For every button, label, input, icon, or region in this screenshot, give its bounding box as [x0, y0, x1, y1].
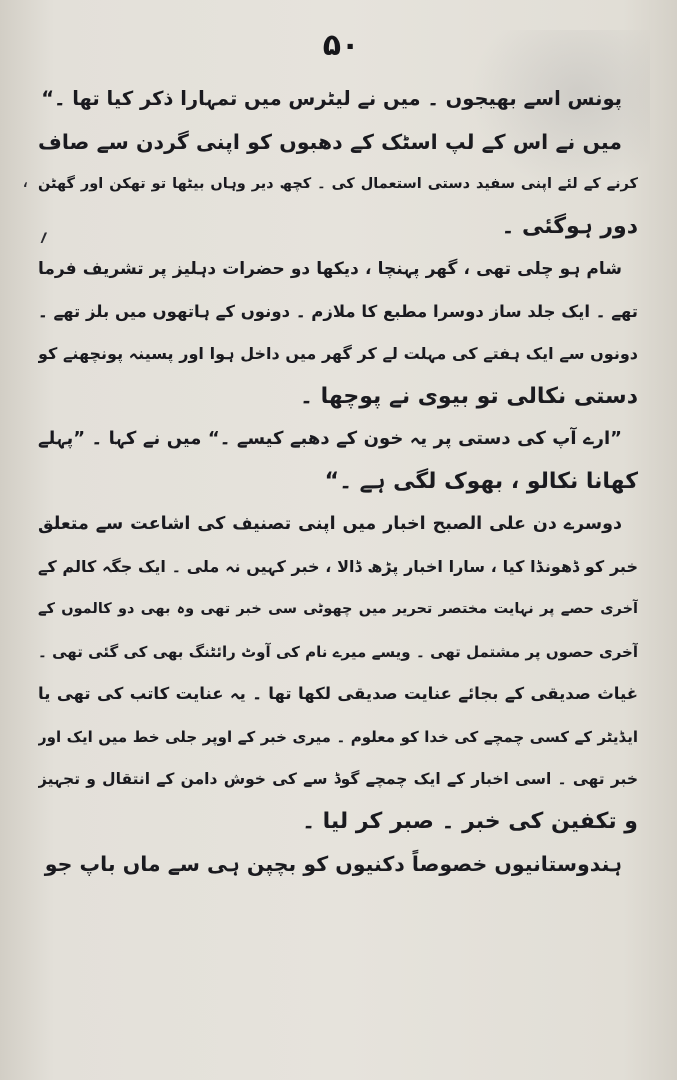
text-line: کھانا نکالو ، بھوک لگی ہے ۔“: [324, 468, 638, 494]
text-line: میں نے اس کے لپ اسٹک کے دھبوں کو اپنی گردن سے صاف: [38, 129, 622, 154]
text-line: پونس اسے بھیجوں ۔ میں نے لیٹرس میں تمہارا ذکر کیا تھا ۔“: [41, 87, 622, 110]
text-line: آخری حصے پر نہایت مختصر تحریر میں چھوٹی سی خبر تھی وہ بھی دو کالموں کے: [38, 601, 638, 617]
page-number: ۵۰: [322, 28, 360, 63]
text-line: کرنے کے لئے اپنی سفید دستی استعمال کی ۔ کچھ دیر وہاں بیٹھا تو تھکن اور گھٹن: [38, 176, 638, 192]
text-line: غیاث صدیقی کے بجائے عنایت صدیقی لکھا تھا ۔ یہ عنایت کاتب کی تھی یا: [38, 684, 638, 703]
text-line: ایڈیٹر کے کسی چمچے کی خدا کو معلوم ۔ میری خبر کے اوپر جلی خط میں ایک اور: [38, 727, 638, 746]
text-line: و تکفین کی خبر ۔ صبر کر لیا ۔: [302, 808, 638, 834]
text-line: شام ہو چلی تھی ، گھر پہنچا ، دیکھا دو حضرات دہلیز پر تشریف فرما: [38, 259, 622, 279]
margin-mark-squiggle: ؍: [38, 224, 50, 248]
margin-mark-dot: ،: [22, 168, 29, 192]
text-line: آخری حصوں پر مشتمل تھی ۔ ویسے میرے نام کی آوٹ رائٹنگ بھی کی گئی تھی ۔: [38, 642, 638, 661]
text-line: ہندوستانیوں خصوصاً دکنیوں کو بچپن ہی سے ماں باپ جو: [44, 852, 622, 876]
text-line: دور ہوگئی ۔: [501, 213, 638, 239]
text-line: ”ارے آپ کی دستی پر یہ خون کے دھبے کیسے ۔“ میں نے کہا ۔ ”پہلے: [38, 428, 622, 449]
text-line: تھے ۔ ایک جلد ساز دوسرا مطبع کا ملازم ۔ دونوں کے ہاتھوں میں بلز تھے ۔: [38, 301, 638, 321]
text-line: خبر تھی ۔ اسی اخبار کے ایک چمچے گوڈ سے کی خوش دامن کے انتقال و تجہیز: [38, 770, 638, 788]
text-line: خبر کو ڈھونڈا کیا ، سارا اخبار پڑھ ڈالا ، خبر کہیں نہ ملی ۔ ایک جگہ کالم کے: [38, 556, 638, 576]
text-line: دوسرے دن علی الصبح اخبار میں اپنی تصنیف کی اشاعت سے متعلق: [38, 514, 622, 534]
text-line: دونوں سے ایک ہفتے کی مہلت لے کر گھر میں داخل ہوا اور پسینہ پونچھنے کو: [38, 344, 638, 363]
text-line: دستی نکالی تو بیوی نے پوچھا ۔: [300, 383, 638, 409]
urdu-text-body: [38, 78, 638, 886]
